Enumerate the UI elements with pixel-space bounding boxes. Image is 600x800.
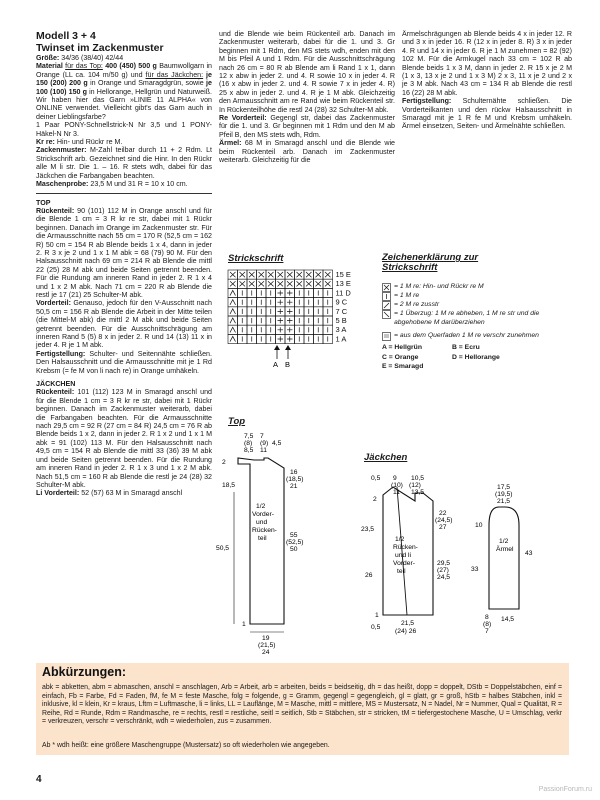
svg-text:10: 10 bbox=[475, 522, 483, 529]
abbreviations-note: Ab * wdh heißt: eine größere Maschengruppe (Mustersatz) so oft wiederholen wie angegeben. bbox=[42, 742, 330, 749]
row-label: 1 A bbox=[335, 334, 347, 344]
stitch-symbol bbox=[278, 290, 284, 295]
top-rueckenteil: Rückenteil: 90 (101) 112 M in Orange anschl und für die Blende 1 cm = 3 R kr re str, dabei mit 1 Rückr beginnen. Danach im Orange im Zackenmuster str. Für die Armausschnitte nach 55 cm = 170 R (52,5 cm = 162 R) 50 cm = 154 R ab Blende beids 1 x 4, dann in jeder 2. R 3 x je 2 und 1 x 1 M abk = 68 (79) 90 M. Für den Halsausschnitt nach 69 cm = 214 R ab Blende die mittl 22 (25) 28 M abk und beide Seiten getrennt beenden. Für die Rundung am inneren Rand in jeder 2. R 1 x 4 und 1 x 2 M abk. Nach 71 cm = 220 R ab Blende die restl je 17 (21) 25 Schulter-M abk. bbox=[36, 206, 212, 299]
stitch-symbol bbox=[306, 281, 312, 286]
svg-text:(18,5): (18,5) bbox=[286, 476, 304, 483]
row-label: 3 A bbox=[335, 325, 347, 335]
stitch-symbol bbox=[287, 327, 293, 332]
abbreviations-box bbox=[36, 663, 569, 755]
top-schema bbox=[212, 430, 332, 660]
stitch-symbol bbox=[230, 318, 236, 323]
page-number: 4 bbox=[36, 774, 42, 785]
svg-text:19: 19 bbox=[262, 635, 270, 642]
svg-text:(8): (8) bbox=[483, 621, 492, 628]
svg-text:0,5: 0,5 bbox=[371, 475, 381, 482]
svg-text:teil: teil bbox=[397, 568, 406, 575]
strickschrift-title: Strickschrift bbox=[228, 253, 284, 264]
svg-text:21,5: 21,5 bbox=[401, 620, 415, 627]
top-schema-title: Top bbox=[228, 416, 246, 427]
stitch-symbol bbox=[230, 272, 236, 277]
row-label: 11 D bbox=[335, 288, 351, 298]
jaeckchen-heading: JÄCKCHEN bbox=[36, 380, 76, 389]
stitch-symbol bbox=[325, 272, 331, 277]
jaeckchen-schema-title: Jäckchen bbox=[364, 452, 408, 463]
svg-text:teil: teil bbox=[258, 535, 267, 542]
legend-item-re: = 1 M re bbox=[382, 292, 557, 301]
model-subtitle: Twinset im Zackenmuster bbox=[36, 42, 164, 54]
svg-text:7: 7 bbox=[485, 628, 489, 635]
svg-text:(27): (27) bbox=[437, 567, 449, 574]
svg-text:(21,5): (21,5) bbox=[258, 642, 276, 649]
top-vorderteil: Vorderteil: Genauso, jedoch für den V-Ausschnitt nach 50,5 cm = 156 R ab Blende die Arbeit in der Mitte teilen (die Mittel-M abk) die mittl 2 M abk und beide Seiten getrennt beenden. Für die Ausschnittschrägung am inneren Rand 5 (5) 8 x in jeder 2. R und 14 (13) 11 x in jeder 4. R je 1 M abk. bbox=[36, 299, 212, 350]
svg-text:(10): (10) bbox=[391, 482, 403, 489]
svg-text:9: 9 bbox=[393, 475, 397, 482]
stitch-symbol bbox=[287, 336, 293, 341]
stitch-symbol bbox=[297, 281, 303, 286]
legend-item-kraus: = 1 M re: Hin- und Rückr re M bbox=[382, 283, 557, 292]
column-2 bbox=[219, 30, 395, 165]
strickschrift-grid bbox=[226, 268, 366, 378]
svg-text:Rücken-: Rücken- bbox=[393, 544, 418, 551]
svg-text:(12): (12) bbox=[409, 482, 421, 489]
svg-text:21,5: 21,5 bbox=[497, 498, 511, 505]
stitch-symbol bbox=[230, 336, 236, 341]
material: Material für das Top: 400 (450) 500 g Baumwollgarn in Orange (LL ca. 104 m/50 g) und für das Jäckchen: je 150 (200) 200 g in Orange und Smaragdgrün, sowie je 100 (100) 150 g in Hellorange, Hellgrün und Naturweiß. Wir haben hier das Garn »LINIE 11 ALPHA« von ONLINE verwendet. Vielleicht gibt's das Garn auch in deiner Lieblingsfarbe? bbox=[36, 62, 213, 121]
svg-text:1: 1 bbox=[375, 612, 379, 619]
svg-text:0,5: 0,5 bbox=[371, 624, 381, 631]
svg-text:Vorder-: Vorder- bbox=[252, 511, 274, 518]
svg-text:26: 26 bbox=[365, 572, 373, 579]
stitch-symbol bbox=[287, 300, 293, 305]
svg-text:13,5: 13,5 bbox=[411, 489, 425, 496]
legend-item-zusstr: = 2 M re zusstr bbox=[382, 301, 557, 310]
svg-text:4,5: 4,5 bbox=[272, 440, 282, 447]
svg-text:33: 33 bbox=[471, 566, 479, 573]
svg-text:7,5: 7,5 bbox=[244, 433, 254, 440]
svg-text:(9): (9) bbox=[260, 440, 269, 447]
stitch-symbol bbox=[268, 272, 274, 277]
legend bbox=[382, 283, 557, 372]
re-vorderteil: Re Vorderteil: Gegengl str, dabei das Zackenmuster für die 1. und 3. Gr beginnen mit 1 Rdm und den M ab Pfeil B, den MS stets wdh, Rdm. bbox=[219, 114, 395, 139]
svg-text:10,5: 10,5 bbox=[411, 475, 425, 482]
stitch-symbol bbox=[325, 281, 331, 286]
svg-text:(24,5): (24,5) bbox=[435, 517, 453, 524]
stitch-symbol bbox=[278, 336, 284, 341]
svg-text:17,5: 17,5 bbox=[497, 484, 511, 491]
row-label: 13 E bbox=[335, 279, 351, 289]
svg-text:2: 2 bbox=[373, 496, 377, 503]
svg-text:29,5: 29,5 bbox=[437, 560, 451, 567]
svg-text:2: 2 bbox=[222, 459, 226, 466]
abbreviations-title: Abkürzungen: bbox=[42, 665, 127, 679]
stitch-symbol bbox=[230, 300, 236, 305]
abbreviations-text: abk = abketten, abm = abmaschen, anschl = anschlagen, Arb = Arbeit, arb = arbeiten, beids = beidseitig, dh = das heißt, dopp = doppelt, DStb = Doppelstäbchen, einf = einfach, Fb = Farbe, Fd = Faden, fM, fe M = feste Masche, folg = folgende, g = Gramm, gegengl = gegengleich, gl = glatt, gr = groß, hStb = halbes Stäbchen, inkl = inklusive, kl = klein, Kr = kraus, Lftm = Luftmasche, li = links, LL = Lauflänge, M = Masche, mittl = mittlere, MS = Mustersatz, N = Nadel, Nr = Nummer, Qual = Qualität, R = Reihe, Rd = Runde, Rdm = Randmasche, re = rechts, restl = restliche, seitl = seitlich, Stb = Stäbchen, str = stricken, tM = tiefergestochene Masche, U = Umschlag, verkr = verkreuzen, verschr = verschränkt, wdh = wiederholen, zus = zusammen. bbox=[42, 684, 562, 726]
svg-text:1: 1 bbox=[242, 621, 246, 628]
stitch-symbol bbox=[287, 309, 293, 314]
stitch-symbol bbox=[306, 272, 312, 277]
svg-text:27: 27 bbox=[439, 524, 447, 531]
svg-text:(52,5): (52,5) bbox=[286, 539, 304, 546]
stitch-symbol bbox=[316, 272, 322, 277]
stitch-symbol bbox=[297, 272, 303, 277]
li-vorderteil: Li Vorderteil: 52 (57) 63 M in Smaragd anschl bbox=[36, 489, 183, 498]
row-label: 9 C bbox=[335, 297, 348, 307]
svg-text:Ärmel: Ärmel bbox=[496, 546, 514, 553]
kr-re: Kr re: Hin- und Rückr re M. bbox=[36, 138, 123, 147]
stitch-symbol bbox=[278, 309, 284, 314]
row-label: 7 C bbox=[335, 306, 348, 316]
jaeckchen-body-outline bbox=[383, 487, 433, 615]
svg-text:und: und bbox=[256, 519, 268, 526]
col2-continuation: und die Blende wie beim Rückenteil arb. Danach im Zackenmuster weiterarb, dabei für die 1. und 3. Gr beginnen mit 1 Rdm, den MS stets wdh, enden mit den M bis Pfeil A und 1 Rdm. Für die Ausschnittschrägung nach 26 cm = 80 R ab Blende am li Rand 1 x 1, dann 12 x abw in jeder 2. und 4. R sowie 10 x in jeder 4. R (16 x abw in jeder 2. und 4. R sowie 7 x in jeder 4. R) 25 x abw in jeder 2. und 4. R je 1 M abk. Gleichzeitig den Armausschnitt am re Rand wie beim Rückenteil str. In Rückenteilhöhe die restl 24 (28) 32 Schulter-M abk. bbox=[219, 30, 395, 114]
jaeckchen-schema bbox=[355, 465, 575, 640]
model-title: Modell 3 + 4 bbox=[36, 30, 96, 42]
stitch-symbol bbox=[287, 281, 293, 286]
svg-text:1/2: 1/2 bbox=[256, 503, 266, 510]
stitch-symbol bbox=[230, 290, 236, 295]
stitch-symbol bbox=[287, 272, 293, 277]
stitch-symbol bbox=[259, 272, 265, 277]
svg-text:1/2: 1/2 bbox=[499, 538, 509, 545]
stitch-symbol bbox=[287, 290, 293, 295]
aermel: Ärmel: 68 M in Smaragd anschl und die Blende wie beim Rückenteil arb. Danach im Zackenmuster weiterarb. Gleichzeitig für die bbox=[219, 139, 395, 165]
legend-item-zunehmen: = aus dem Querfaden 1 M re verschr zunehmen bbox=[382, 332, 557, 341]
svg-text:50: 50 bbox=[290, 546, 298, 553]
stitch-symbol bbox=[230, 327, 236, 332]
svg-text:Vorder-: Vorder- bbox=[393, 560, 415, 567]
svg-text:Rücken-: Rücken- bbox=[252, 527, 277, 534]
divider bbox=[36, 193, 212, 194]
svg-text:14,5: 14,5 bbox=[501, 616, 515, 623]
legend-colors: A = Hellgrün B = Ecru C = Orange D = Hellorange E = Smaragd bbox=[382, 344, 500, 370]
svg-text:16: 16 bbox=[290, 469, 298, 476]
svg-text:24,5: 24,5 bbox=[437, 574, 451, 581]
stitch-symbol bbox=[249, 272, 255, 277]
col3-continuation: Ärmelschrägungen ab Blende beids 4 x in jeder 12. R und 3 x in jeder 16. R (12 x in jeder 8. R) 3 x in jeder 4. R und 14 x in jeder 6. R je 1 M zunehmen = 82 (92) 102 M. Für die Armkugel nach 33 cm = 102 R ab Blende beids 1 x 3 M, dann in jeder 2. R 15 x je 2 M (1 x 3, 13 x je 2 und 1 x 3 M) 2 x 3, 11 x je 2 und 2 x je 3 M abk. Nach 43 cm = 134 R ab Blende die restl 16 (22) 28 M abk. bbox=[402, 30, 572, 97]
stitch-symbol bbox=[240, 272, 246, 277]
stitch-symbol bbox=[240, 281, 246, 286]
svg-text:23,5: 23,5 bbox=[361, 526, 375, 533]
stitch-symbol bbox=[278, 272, 284, 277]
sleeve-outline bbox=[489, 507, 519, 609]
arrow-b-label: B bbox=[285, 360, 291, 369]
stitch-symbol bbox=[230, 309, 236, 314]
stitch-symbol bbox=[278, 318, 284, 323]
column-1 bbox=[36, 30, 212, 498]
svg-text:43: 43 bbox=[525, 550, 533, 557]
front-edge bbox=[397, 487, 407, 615]
svg-text:(8): (8) bbox=[244, 440, 253, 447]
svg-text:und li: und li bbox=[395, 552, 411, 559]
svg-text:(19,5): (19,5) bbox=[495, 491, 513, 498]
svg-text:11: 11 bbox=[260, 447, 267, 454]
stitch-symbol bbox=[278, 300, 284, 305]
maschenprobe: Maschenprobe: 23,5 M und 31 R = 10 x 10 cm. bbox=[36, 180, 188, 189]
top-heading: TOP bbox=[36, 198, 51, 207]
arrow-a-icon bbox=[274, 345, 280, 350]
column-3 bbox=[402, 30, 572, 131]
svg-text:7: 7 bbox=[260, 433, 264, 440]
stitch-symbol bbox=[278, 327, 284, 332]
stitch-symbol bbox=[249, 281, 255, 286]
row-label: 5 B bbox=[335, 316, 347, 325]
svg-text:22: 22 bbox=[439, 510, 447, 517]
top-fertigstellung: Fertigstellung: Schulter- und Seitennähte schließen. Den Halsausschnitt und die Armausschnitte mit je 1 Rd Krebsm (= fe M von li nach re) in Orange umhäkeln. bbox=[36, 349, 212, 375]
svg-text:24: 24 bbox=[262, 649, 270, 656]
stitch-symbol bbox=[259, 281, 265, 286]
svg-text:11: 11 bbox=[393, 489, 400, 496]
svg-text:(24) 26: (24) 26 bbox=[395, 628, 417, 635]
jaeckchen-fertigstellung: Fertigstellung: Schulternähte schließen. Die Vorderteilkanten und den rückw Halsausschnitt in Smaragd mit je 1 R fe M und Krebsm umhäkeln. Ärmel einsetzen, Seiten- und Ärmelnähte schließen. bbox=[402, 97, 572, 131]
svg-text:50,5: 50,5 bbox=[216, 545, 230, 552]
svg-text:8: 8 bbox=[485, 614, 489, 621]
groesse: Größe: 34/36 (38/40) 42/44 bbox=[36, 54, 124, 62]
legend-title: Zeichenerklärung zur Strickschrift bbox=[382, 252, 479, 273]
zackenmuster: Zackenmuster: M-Zahl teilbar durch 11 + 2 Rdm. Lt Strickschrift arb. Gezeichnet sind die Hinr. In den Rückr alle M li str. Die 1. – 16. R stets wdh, dabei für das Jäckchen die Farbangaben beachten. bbox=[36, 146, 212, 180]
svg-text:21: 21 bbox=[290, 483, 298, 490]
row-label: 15 E bbox=[335, 270, 351, 279]
stitch-symbol bbox=[316, 281, 322, 286]
jaeckchen-rueckenteil: Rückenteil: 101 (112) 123 M in Smaragd anschl und für die Blende 1 cm = 3 R kr re str, dabei mit 1 Rückr beginnen. Danach im Zackenmuster weiterarb, dabei die Farbangaben beachten. Für die Armausschnitte nach 29,5 cm = 92 R (27 cm = 84 R) 24,5 cm = 76 R ab Blende beids 1 x 2, dann in jeder 2. R 1 x 2 und 1 x 1 M abk = 91 (102) 113 M. Für den Halsausschnitt nach 49,5 cm = 154 R ab Blende die mittl 33 (36) 39 M abk und beide Seiten getrennt beenden. Für die Rundung am inneren Rand in jeder 2. R 1 x 3 und 1 x 2 M abk. Nach 51,5 cm = 160 R ab Blende die restl je 24 (28) 32 Schulter-M abk. bbox=[36, 388, 212, 489]
arrow-a-label: A bbox=[273, 360, 279, 369]
stitch-symbol bbox=[268, 281, 274, 286]
svg-text:55: 55 bbox=[290, 532, 298, 539]
needles: 1 Paar PONY-Schnellstrick-N Nr 3,5 und 1 PONY-Häkel-N Nr 3. bbox=[36, 121, 212, 138]
legend-item-ueberzug: = 1 Überzug: 1 M re abheben, 1 M re str und die abgehobene M darüberziehen bbox=[382, 310, 557, 327]
arrow-b-icon bbox=[285, 345, 291, 350]
stitch-symbol bbox=[287, 318, 293, 323]
svg-text:1/2: 1/2 bbox=[395, 536, 405, 543]
stitch-symbol bbox=[230, 281, 236, 286]
svg-text:8,5: 8,5 bbox=[244, 447, 254, 454]
site-watermark: PassionForum.ru bbox=[538, 786, 592, 793]
svg-text:18,5: 18,5 bbox=[222, 482, 236, 489]
stitch-symbol bbox=[278, 281, 284, 286]
